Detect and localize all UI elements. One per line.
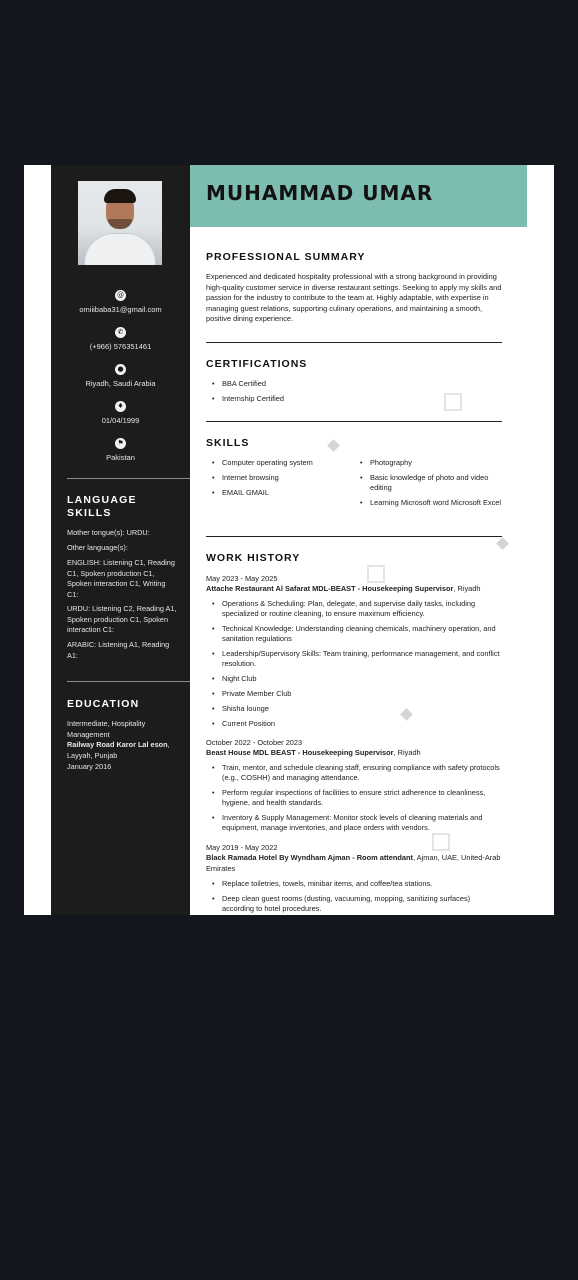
job-location: , Riyadh bbox=[453, 584, 481, 593]
work-heading: WORK HISTORY bbox=[206, 552, 301, 564]
sidebar bbox=[51, 165, 190, 915]
certification-item: • Internship Certified bbox=[206, 394, 284, 404]
language-line: ENGLISH: Listening C1, Reading C1, Spoken production C1, Spoken interaction C1, Writing C1: bbox=[67, 558, 175, 599]
flag-icon: ⚑ bbox=[115, 438, 126, 449]
job-role: Attache Restaurant Al Safarat MDL-BEAST - Housekeeping Supervisor bbox=[206, 584, 454, 593]
job-location: , Riyadh bbox=[393, 748, 421, 757]
job-dates: May 2019 - May 2022 bbox=[206, 843, 278, 852]
job-dates: May 2023 - May 2025 bbox=[206, 574, 278, 583]
birthday-icon: ♦ bbox=[115, 401, 126, 412]
education-date: January 2016 bbox=[67, 762, 112, 771]
skills-heading: SKILLS bbox=[206, 437, 250, 449]
resume-document bbox=[24, 165, 554, 915]
job-dates: October 2022 - October 2023 bbox=[206, 738, 303, 747]
contact-nationality bbox=[51, 438, 190, 462]
school-name: Railway Road Karor Lal eson bbox=[67, 740, 168, 749]
name-header bbox=[190, 165, 527, 227]
job-location: , Ajman, UAE, United-Arab Emirates bbox=[206, 853, 501, 873]
job-bullet: • Inventory & Supply Management: Monitor stock levels of cleaning materials and equipment, manage inventories, and place orders with vendors. bbox=[206, 813, 500, 834]
email-text: omiiibaba31@gmail.com bbox=[79, 305, 162, 314]
contact-birthday bbox=[51, 401, 190, 425]
skill-item: • Internet browsing bbox=[206, 473, 356, 483]
job-bullet: • Current Position bbox=[206, 719, 500, 729]
job-bullet: • Perform regular inspections of facilities to ensure strict adherence to cleanliness, hygiene, and health standards. bbox=[206, 788, 500, 809]
contact-email bbox=[51, 290, 190, 314]
job-bullet: • Replace toiletries, towels, minibar items, and coffee/tea stations. bbox=[206, 879, 500, 889]
job-role: Black Ramada Hotel By Wyndham Ajman - Room attendant bbox=[206, 853, 413, 862]
sidebar-divider bbox=[67, 478, 190, 479]
language-line: Other language(s): bbox=[67, 543, 128, 552]
job-title bbox=[206, 748, 502, 759]
job-bullet: • Shisha lounge bbox=[206, 704, 500, 714]
birthday-text: 01/04/1999 bbox=[101, 416, 140, 425]
job-bullet: • Deep clean guest rooms (dusting, vacuuming, mopping, sanitizing surfaces) according to hotel procedures. bbox=[206, 894, 500, 915]
job-bullet: • Leadership/Supervisory Skills: Team training, performance management, and conflict resolution. bbox=[206, 649, 500, 670]
language-line: ARABIC: Listening A1, Reading A1: bbox=[67, 640, 170, 660]
education-place: Layyah, Punjab bbox=[67, 751, 118, 760]
education-heading: EDUCATION bbox=[67, 698, 140, 710]
school-suffix: , bbox=[167, 740, 170, 749]
location-icon: ● bbox=[115, 364, 126, 375]
skill-item: • Basic knowledge of photo and video editing bbox=[354, 473, 502, 494]
certification-item: • BBA Certified bbox=[206, 379, 266, 389]
language-line: Mother tongue(s): URDU: bbox=[67, 528, 150, 537]
job-title bbox=[206, 853, 502, 874]
job-bullet: • Night Club bbox=[206, 674, 500, 684]
job-bullet: • Private Member Club bbox=[206, 689, 500, 699]
profile-photo bbox=[78, 181, 162, 265]
skill-item: • Learning Microsoft word Microsoft Excel bbox=[354, 498, 502, 508]
phone-icon: ✆ bbox=[115, 327, 126, 338]
email-icon: @ bbox=[117, 291, 124, 299]
skill-item: • EMAIL GMAIL bbox=[206, 488, 356, 498]
job-bullet: • Train, mentor, and schedule cleaning staff, ensuring compliance with safety protocols (e.g., COSHH) and managing attendance. bbox=[206, 763, 500, 784]
summary-text: Experienced and dedicated hospitality professional with a strong background in providing high-quality customer service in diverse restaurant settings. Seeking to apply my skills and passion for the industry to contribute to the team at. Highly adaptable, with expertise in managing guest relations, supporting culinary operations, and maintaining a smooth, positive dining experience. bbox=[206, 272, 502, 323]
watermark-shape bbox=[432, 833, 450, 851]
job-bullet: • Operations & Scheduling: Plan, delegate, and supervise daily tasks, including specialized or routine cleaning, to ensure maximum efficiency. bbox=[206, 599, 500, 620]
section-divider bbox=[206, 342, 502, 343]
certifications-heading: CERTIFICATIONS bbox=[206, 358, 308, 370]
education-degree: Intermediate, Hospitality Management bbox=[67, 719, 146, 739]
location-text: Riyadh, Saudi Arabia bbox=[85, 379, 156, 388]
section-divider bbox=[206, 421, 502, 422]
contact-location bbox=[51, 364, 190, 388]
education-school bbox=[67, 740, 177, 751]
watermark-shape bbox=[496, 537, 509, 550]
language-heading: LANGUAGE SKILLS bbox=[67, 494, 137, 519]
section-divider bbox=[206, 536, 502, 537]
watermark-shape bbox=[444, 393, 462, 411]
phone-text: (+966) 576351461 bbox=[89, 342, 152, 351]
language-line: URDU: Listening C2, Reading A1, Spoken production C1, Spoken interaction C1: bbox=[67, 604, 177, 634]
sidebar-divider bbox=[67, 681, 190, 682]
watermark-shape bbox=[327, 439, 340, 452]
candidate-name: MUHAMMAD UMAR bbox=[206, 181, 434, 205]
job-role: Beast House MDL BEAST - Housekeeping Supervisor bbox=[206, 748, 394, 757]
nationality-text: Pakistan bbox=[106, 453, 135, 462]
contact-phone bbox=[51, 327, 190, 351]
watermark-shape bbox=[367, 565, 385, 583]
summary-heading: PROFESSIONAL SUMMARY bbox=[206, 251, 366, 263]
job-bullet: • Technical Knowledge: Understanding cleaning chemicals, machinery operation, and sanitation regulations bbox=[206, 624, 500, 645]
skill-item: • Computer operating system bbox=[206, 458, 356, 468]
job-title bbox=[206, 584, 502, 595]
skill-item: • Photography bbox=[354, 458, 502, 468]
